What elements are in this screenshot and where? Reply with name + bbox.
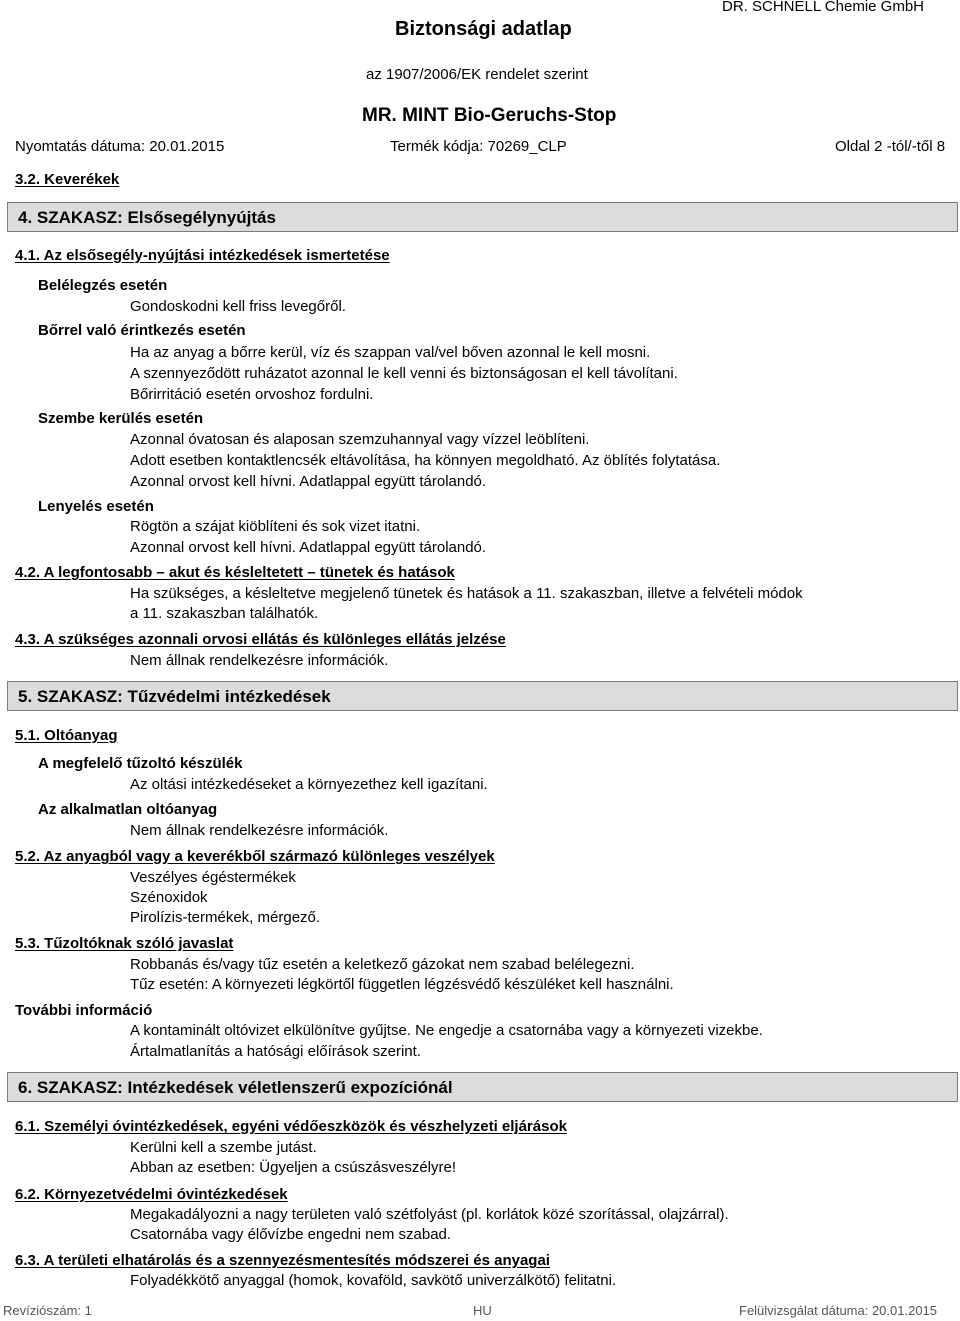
- symptoms-text: Ha szükséges, a késleltetve megjelenő tünetek és hatások a 11. szakaszban, illetve a felvételi módok: [130, 585, 803, 602]
- further-info-text: A kontaminált oltóvizet elkülönítve gyűjtse. Ne engedje a csatornába vagy a környezeti vizekbe.: [130, 1022, 763, 1039]
- section-4-header: [7, 202, 958, 232]
- firefighter-advice-text: Robbanás és/vagy tűz esetén a keletkező gázokat nem szabad belélegezni.: [130, 956, 635, 973]
- subsection-4-3-title: 4.3. A szükséges azonnali orvosi ellátás és különleges ellátás jelzése: [15, 631, 506, 648]
- subsection-6-1-title: 6.1. Személyi óvintézkedések, egyéni védőeszközök és vészhelyzeti eljárások: [15, 1118, 567, 1135]
- subsection-5-1-title: 5.1. Oltóanyag: [15, 727, 118, 744]
- section-6-title: 6. SZAKASZ: Intézkedések véletlenszerű expozíciónál: [18, 1078, 453, 1097]
- further-info-text: Ártalmatlanítás a hatósági előírások szerint.: [130, 1043, 421, 1060]
- revision-number: Revíziószám: 1: [3, 1303, 92, 1318]
- subsection-4-2-title: 4.2. A legfontosabb – akut és késleltetett – tünetek és hatások: [15, 564, 455, 581]
- subsection-3-2-title: 3.2. Keverékek: [15, 171, 120, 188]
- firefighter-advice-text: Tűz esetén: A környezeti légkörtől független légzésvédő készüléket kell használni.: [130, 976, 674, 993]
- unsuitable-media-text: Nem állnak rendelkezésre információk.: [130, 822, 389, 839]
- page-number: Oldal 2 -tól/-től 8: [835, 138, 946, 155]
- skin-contact-label: Bőrrel való érintkezés esetén: [38, 322, 246, 339]
- subsection-4-1-title: 4.1. Az elsősegély-nyújtási intézkedések ismertetése: [15, 247, 390, 264]
- skin-contact-text: Ha az anyag a bőrre kerül, víz és szappan val/vel bőven azonnal le kell mosni.: [130, 344, 651, 361]
- special-hazards-text: Pirolízis-termékek, mérgező.: [130, 909, 321, 926]
- section-6-header: [7, 1072, 958, 1102]
- eye-contact-text: Azonnal orvost kell hívni. Adatlappal együtt tárolandó.: [130, 473, 487, 490]
- skin-contact-text: Bőrirritáció esetén orvoshoz fordulni.: [130, 386, 374, 403]
- personal-precautions-text: Abban az esetben: Ügyeljen a csúszásveszélyre!: [130, 1159, 457, 1176]
- product-name: MR. MINT Bio-Geruchs-Stop: [362, 105, 617, 126]
- review-date: Felülvizsgálat dátuma: 20.01.2015: [739, 1303, 938, 1318]
- ingestion-text: Rögtön a szájat kiöblíteni és sok vizet itatni.: [130, 518, 421, 535]
- environmental-precautions-text: Csatornába vagy élővízbe engedni nem szabad.: [130, 1226, 452, 1243]
- personal-precautions-text: Kerülni kell a szembe jutást.: [130, 1139, 317, 1156]
- document-title: Biztonsági adatlap: [395, 18, 572, 40]
- environmental-precautions-text: Megakadályozni a nagy területen való szétfolyást (pl. korlátok közé szorítással, olajzárral).: [130, 1206, 729, 1223]
- skin-contact-text: A szennyeződött ruházatot azonnal le kell venni és biztonságosan el kell távolítani.: [130, 365, 678, 382]
- section-5-title: 5. SZAKASZ: Tűzvédelmi intézkedések: [18, 687, 331, 706]
- inhalation-text: Gondoskodni kell friss levegőről.: [130, 298, 346, 315]
- section-4-title: 4. SZAKASZ: Elsősegélynyújtás: [18, 208, 276, 227]
- containment-text: Folyadékkötő anyaggal (homok, kovaföld, savkötő univerzálkötő) felitatni.: [130, 1272, 617, 1289]
- inhalation-label: Belélegzés esetén: [38, 277, 168, 294]
- unsuitable-media-label: Az alkalmatlan oltóanyag: [38, 801, 218, 818]
- ingestion-label: Lenyelés esetén: [38, 498, 154, 515]
- section-5-header: [7, 681, 958, 711]
- eye-contact-text: Azonnal óvatosan és alaposan szemzuhannyal vagy vízzel leöblíteni.: [130, 431, 590, 448]
- regulation-reference: az 1907/2006/EK rendelet szerint: [366, 66, 588, 83]
- language-code: HU: [473, 1303, 492, 1318]
- further-info-label: További információ: [15, 1002, 153, 1019]
- special-hazards-text: Veszélyes égéstermékek: [130, 869, 296, 886]
- medical-attention-text: Nem állnak rendelkezésre információk.: [130, 652, 389, 669]
- subsection-5-3-title: 5.3. Tűzoltóknak szóló javaslat: [15, 935, 234, 952]
- subsection-6-2-title: 6.2. Környezetvédelmi óvintézkedések: [15, 1186, 288, 1203]
- print-date: Nyomtatás dátuma: 20.01.2015: [15, 138, 225, 155]
- company-name: DR. SCHNELL Chemie GmbH: [722, 0, 924, 15]
- ingestion-text: Azonnal orvost kell hívni. Adatlappal együtt tárolandó.: [130, 539, 487, 556]
- subsection-5-2-title: 5.2. Az anyagból vagy a keverékből származó különleges veszélyek: [15, 848, 495, 865]
- eye-contact-label: Szembe kerülés esetén: [38, 410, 204, 427]
- subsection-6-3-title: 6.3. A területi elhatárolás és a szennyezésmentesítés módszerei és anyagai: [15, 1252, 550, 1269]
- suitable-media-text: Az oltási intézkedéseket a környezethez kell igazítani.: [130, 776, 488, 793]
- eye-contact-text: Adott esetben kontaktlencsék eltávolítása, ha könnyen megoldható. Az öblítés folytatása.: [130, 452, 721, 469]
- symptoms-text: a 11. szakaszban találhatók.: [130, 605, 319, 622]
- special-hazards-text: Szénoxidok: [130, 889, 208, 906]
- suitable-media-label: A megfelelő tűzoltó készülék: [38, 755, 243, 772]
- product-code: Termék kódja: 70269_CLP: [390, 138, 567, 155]
